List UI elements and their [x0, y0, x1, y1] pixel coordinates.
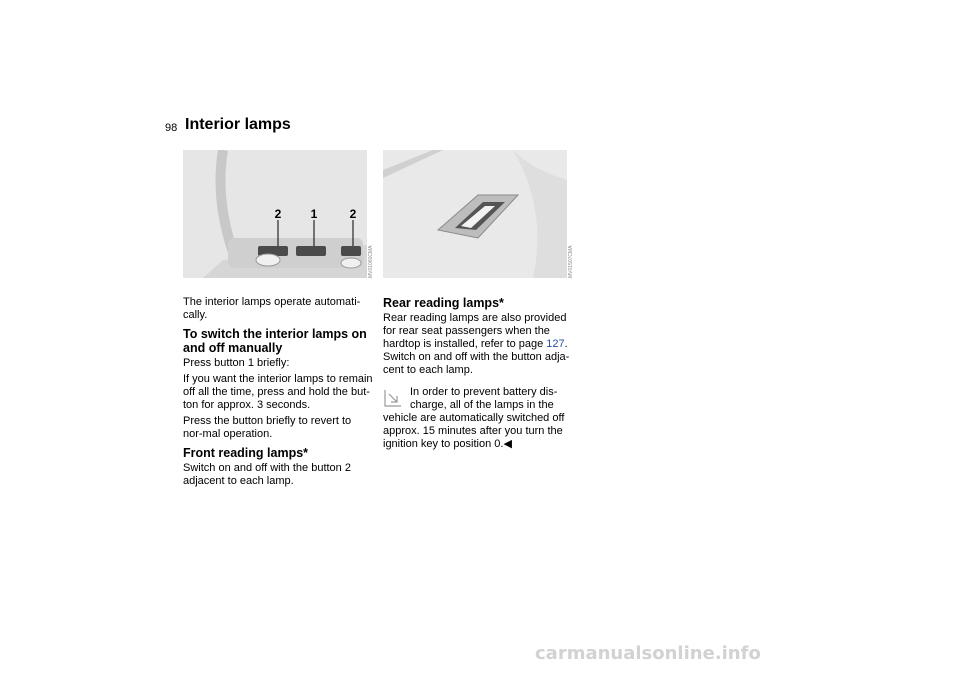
note-arrow-icon — [383, 388, 403, 408]
left-column — [183, 296, 373, 491]
front-lamp-illustration — [183, 150, 367, 278]
rear-lamp-illustration — [383, 150, 567, 278]
paragraph: If you want the interior lamps to remain off all the time, press and hold the but-ton for approx. 3 seconds. — [183, 373, 373, 411]
section-heading: To switch the interior lamps on and off manually — [183, 327, 367, 355]
intro-paragraph: The interior lamps operate automati-cally. — [183, 296, 361, 321]
paragraph: Press button 1 briefly: — [183, 357, 290, 369]
page-number: 98 — [165, 122, 178, 134]
end-mark-icon: ◀ — [503, 438, 512, 450]
rear-lamp-figure — [383, 150, 567, 278]
page-title: Interior lamps — [185, 116, 291, 133]
figure-code: MV01060CMA — [368, 245, 374, 278]
paragraph — [383, 312, 578, 377]
text: Rear reading lamps are also provided for rear seat passengers when the hardtop is installed, refer to page — [383, 312, 567, 350]
section-heading: Front reading lamps* — [183, 446, 309, 460]
right-column — [383, 296, 578, 451]
callout-label: 2 — [349, 207, 357, 221]
paragraph: Press the button briefly to revert to nor-mal operation. — [183, 415, 352, 440]
text: . Switch on and off with the button adja-cent to each lamp. — [383, 338, 570, 376]
callout-label: 1 — [310, 207, 318, 221]
page-reference-link[interactable]: 127 — [546, 338, 565, 350]
battery-note — [383, 386, 578, 451]
section-heading: Rear reading lamps* — [383, 296, 504, 310]
watermark: carmanualsonline.info — [535, 643, 761, 664]
text: vehicle are automatically switched off approx. 15 minutes after you turn the ignition key to position 0. — [383, 412, 565, 450]
paragraph: Switch on and off with the button 2 adjacent to each lamp. — [183, 462, 351, 487]
note-text — [383, 412, 578, 451]
note-line: charge, all of the lamps in the — [410, 399, 554, 411]
callout-label: 2 — [274, 207, 282, 221]
front-lamp-figure — [183, 150, 367, 278]
figure-code: MV01507CMA — [568, 245, 574, 278]
note-line: In order to prevent battery dis- — [410, 386, 558, 398]
